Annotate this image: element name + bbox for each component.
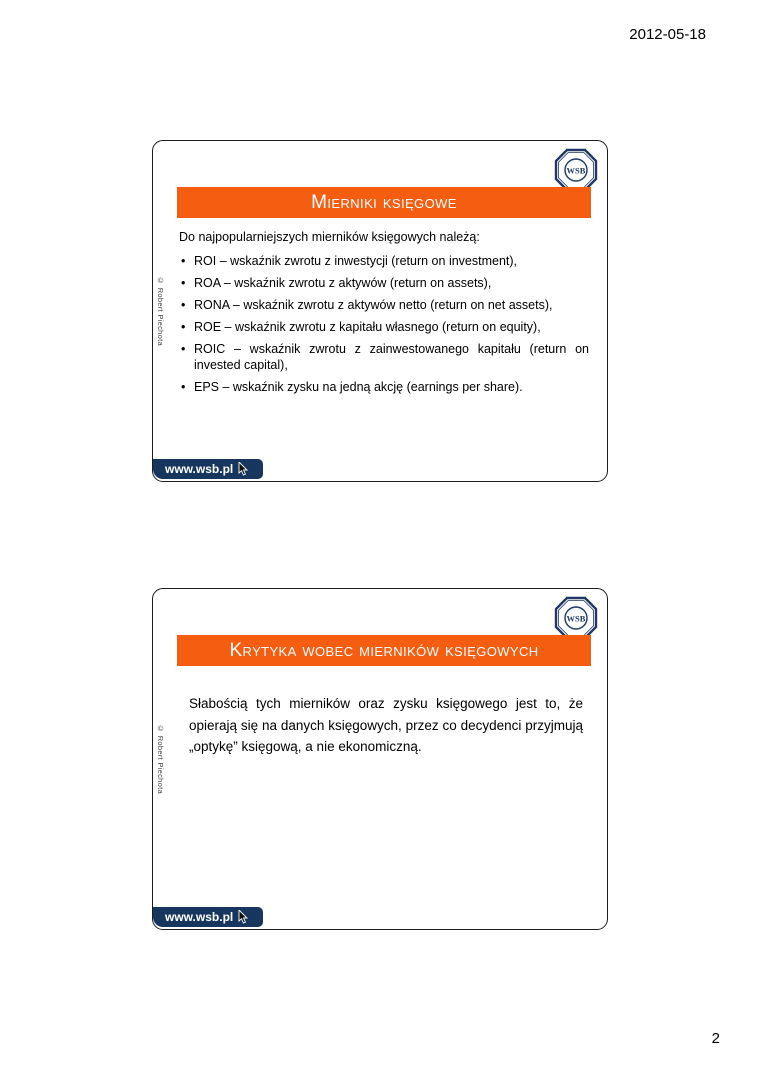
slide-title-bar (177, 187, 591, 218)
slide-title: Krytyka wobec mierników księgowych (229, 639, 539, 661)
wsb-seal-logo-icon (554, 596, 598, 640)
slide-body (179, 229, 589, 401)
handout-date: 2012-05-18 (629, 26, 706, 43)
slide-krytyka-miernikow (152, 588, 608, 930)
wsb-seal-text: WSB (566, 613, 586, 624)
wsb-url-text: www.wsb.pl (165, 462, 234, 476)
wsb-seal-text: WSB (566, 165, 586, 176)
bullet-item: • ROI – wskaźnik zwrotu z inwestycji (return on investment), (179, 253, 589, 269)
cursor-arrow-icon (238, 462, 249, 476)
bullet-list (179, 253, 589, 395)
bullet-item: • ROA – wskaźnik zwrotu z aktywów (return on assets), (179, 275, 589, 291)
copyright-sidebar: © Robert Piechota (156, 724, 165, 794)
page-number: 2 (711, 1030, 720, 1047)
bullet-item: • ROE – wskaźnik zwrotu z kapitału własnego (return on equity), (179, 319, 589, 335)
slide-body (189, 693, 583, 758)
cursor-arrow-icon (238, 910, 249, 924)
slide-title: Mierniki księgowe (311, 191, 457, 213)
wsb-url-text: www.wsb.pl (165, 910, 234, 924)
wsb-url-link[interactable] (153, 907, 263, 927)
bullet-item: • RONA – wskaźnik zwrotu z aktywów netto (return on net assets), (179, 297, 589, 313)
body-paragraph: Słabością tych mierników oraz zysku księgowego jest to, że opierają się na danych księgowych, przez co decydenci przyjmują „optykę” księgową, a nie ekonomiczną. (189, 696, 583, 755)
wsb-seal-logo-icon (554, 148, 598, 192)
slide-mierniki-ksiegowe (152, 140, 608, 482)
wsb-url-link[interactable] (153, 459, 263, 479)
slide-title-bar (177, 635, 591, 666)
copyright-sidebar: © Robert Piechota (156, 276, 165, 346)
bullet-item: • ROIC – wskaźnik zwrotu z zainwestowanego kapitału (return on invested capital), (179, 341, 589, 373)
intro-line: Do najpopularniejszych mierników księgowych należą: (179, 230, 480, 244)
bullet-item: • EPS – wskaźnik zysku na jedną akcję (earnings per share). (179, 379, 589, 395)
